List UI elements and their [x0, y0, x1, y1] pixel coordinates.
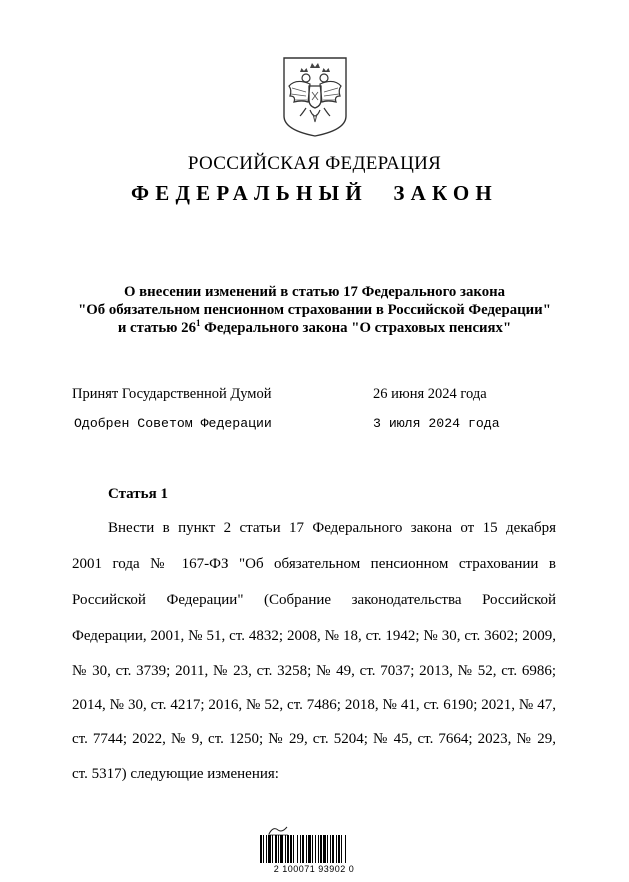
article-text-line: Российской Федерации" (Собрание законодательства Российской	[72, 592, 556, 608]
approved-by-council-label: Одобрен Советом Федерации	[74, 416, 272, 431]
law-title-line-3-suffix: Федерального закона "О страховых пенсиях"	[200, 320, 512, 336]
article-text-line: № 30, ст. 3739; 2011, № 23, ст. 3258; № 49, ст. 7037; 2013, № 52, ст. 6986;	[72, 663, 556, 679]
law-title-line-3-prefix: и статью 26	[117, 320, 196, 336]
article-text-line: ст. 7744; 2022, № 9, ст. 1250; № 29, ст. 5204; № 45, ст. 7664; 2023, № 29,	[72, 731, 556, 747]
law-title-line-1: О внесении изменений в статью 17 Федерального закона	[123, 284, 506, 300]
adopted-by-duma-label: Принят Государственной Думой	[72, 386, 272, 402]
document-type: ФЕДЕРАЛЬНЫЙ ЗАКОН	[131, 181, 498, 205]
article-text-line: ст. 5317) следующие изменения:	[72, 766, 279, 782]
law-title-line-2: "Об обязательном пенсионном страховании в Российской Федерации"	[78, 302, 551, 318]
adopted-date: 26 июня 2024 года	[373, 386, 487, 402]
article-text-line: 2001 года № 167-ФЗ "Об обязательном пенсионном страховании в	[72, 556, 556, 572]
barcode-icon	[258, 835, 370, 863]
law-title-line-3	[0, 320, 629, 337]
article-text-line: Внести в пункт 2 статьи 17 Федерального закона от 15 декабря	[108, 520, 556, 536]
approved-date: 3 июля 2024 года	[373, 416, 500, 431]
country-name: РОССИЙСКАЯ ФЕДЕРАЦИЯ	[187, 153, 442, 174]
article-superscript: 1	[195, 318, 201, 328]
barcode-number: 2 100071 93902 0	[273, 864, 355, 874]
article-heading: Статья 1	[108, 486, 168, 502]
coat-of-arms-icon	[280, 56, 350, 138]
article-text-line: Федерации, 2001, № 51, ст. 4832; 2008, № 18, ст. 1942; № 30, ст. 3602; 2009,	[72, 628, 556, 644]
article-text-line: 2014, № 30, ст. 4217; 2016, № 52, ст. 7486; 2018, № 41, ст. 6190; 2021, № 47,	[72, 697, 556, 713]
